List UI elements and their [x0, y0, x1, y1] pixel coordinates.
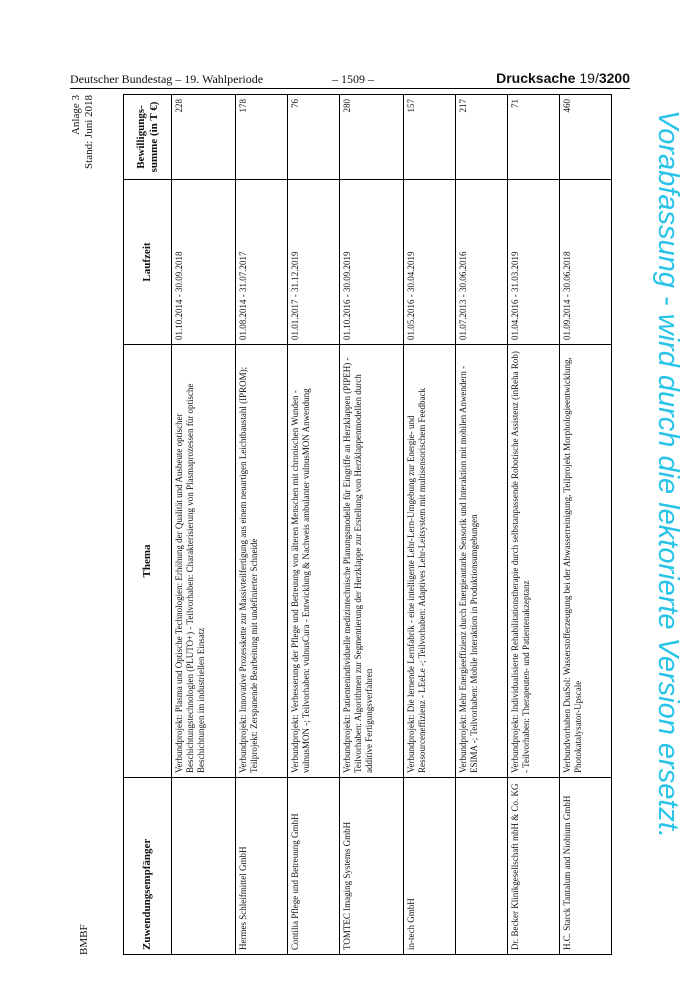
header-rule	[70, 88, 630, 89]
cell-topic: Verbundprojekt: Plasma und Optische Technologien: Erhöhung der Qualität und Ausbeute optischer Beschichtungstechnologien (PLUTO+) - Teilvorhaben: Charakterisierung von Plasmaprozessen für optische Beschichtungen im industriellen Einsatz	[172, 345, 236, 778]
page-header	[70, 70, 630, 88]
cell-amount: 228	[172, 95, 236, 180]
cell-recipient	[456, 778, 508, 955]
table-row	[508, 95, 560, 955]
header-publication: Deutscher Bundestag – 19. Wahlperiode	[70, 72, 264, 86]
annex-info	[70, 95, 96, 169]
col-header-topic: Thema	[124, 345, 172, 778]
cell-recipient: TOMTEC Imaging Systems GmbH	[340, 778, 404, 955]
cell-topic: Verbundvorhaben DuaSol: Wasserstofferzeugung bei der Abwasserreinigung, Teilprojekt Morphologieentwicklung, Photokatalysator-Upscale	[560, 345, 612, 778]
header-page-number: – 1509 –	[332, 72, 374, 86]
draft-watermark: Vorabfassung - wird durch die lektorierte Version ersetzt.	[652, 110, 684, 839]
cell-period: 01.09.2014 - 30.06.2018	[560, 180, 612, 345]
cell-amount: 76	[288, 95, 340, 180]
table-row	[340, 95, 404, 955]
cell-period: 01.10.2014 - 30.09.2018	[172, 180, 236, 345]
cell-recipient: Contilia Pflege und Betreuung GmbH	[288, 778, 340, 955]
table-row	[456, 95, 508, 955]
annex-title: Anlage 3	[70, 95, 82, 136]
cell-period: 01.05.2016 - 30.04.2019	[404, 180, 456, 345]
col-header-amount: Bewilligungs-summe (in T €)	[124, 95, 172, 180]
ministry-label: BMBF	[78, 924, 90, 955]
cell-period: 01.08.2014 - 31.07.2017	[236, 180, 288, 345]
table-row	[560, 95, 612, 955]
cell-recipient: Dr. Becker Klinikgesellschaft mbH & Co. KG	[508, 778, 560, 955]
header-drucksache	[496, 70, 630, 86]
cell-amount: 71	[508, 95, 560, 180]
cell-recipient: Hermes Schleifmittel GmbH	[236, 778, 288, 955]
cell-period: 01.01.2017 - 31.12.2019	[288, 180, 340, 345]
cell-recipient: in-tech GmbH	[404, 778, 456, 955]
cell-amount: 157	[404, 95, 456, 180]
table-row	[172, 95, 236, 955]
header-drucksache-label: Drucksache	[496, 70, 580, 86]
cell-recipient: H.C. Starck Tantalum and Niobium GmbH	[560, 778, 612, 955]
cell-period: 01.10.2016 - 30.09.2019	[340, 180, 404, 345]
cell-topic: Verbundprojekt: Innovative Prozesskette zur Massivteilfertigung aus einem neuartigen Leichtbaustahl (IPROM); Teilprojekt: Zerspanende Bearbeitung mit undefinierter Schneide	[236, 345, 288, 778]
cell-period: 01.07.2013 - 30.06.2016	[456, 180, 508, 345]
cell-amount: 460	[560, 95, 612, 180]
table-row	[236, 95, 288, 955]
table-row	[404, 95, 456, 955]
col-header-recipient: Zuwendungsempfänger	[124, 778, 172, 955]
table-header-row	[124, 95, 172, 955]
cell-recipient	[172, 778, 236, 955]
table-row	[288, 95, 340, 955]
col-header-period: Laufzeit	[124, 180, 172, 345]
header-drucksache-number-bold: 3200	[598, 70, 630, 86]
cell-topic: Verbundprojekt: Individualisierte Rehabilitationstherapie durch selbstanpassende Robotische Assistenz (inReha Rob) - Teilvorhaben: Therapeuten- und Patientenakzeptanz	[508, 345, 560, 778]
cell-topic: Verbundprojekt: Patientenindividuelle medizintechnische Planungsmodelle für Eingriffe an Herzklappen (PIPEH) - Teilvorhaben: Algorithmen zur Segmentierung der Herzklappe zur Erstellung von Herzklappenmodellen durch additive Fertigungsverfahren	[340, 345, 404, 778]
cell-period: 01.04.2016 - 31.03.2019	[508, 180, 560, 345]
cell-amount: 178	[236, 95, 288, 180]
annex-date: Stand: Juni 2018	[83, 95, 95, 169]
rotated-content	[70, 95, 630, 955]
funding-table	[123, 94, 612, 955]
header-drucksache-number: 19/	[579, 70, 599, 86]
cell-topic: Verbundprojekt: Mehr Energieeffizienz durch Energieautarke Sensorik und Interaktion mit mobilen Anwendern - ESIMA -; Teilvorhaben: Mobile Interaktion in Produktionsumgebungen	[456, 345, 508, 778]
cell-topic: Verbundprojekt: Die lernende Lernfabrik - eine intelligente Lehr-Lern-Umgebung zur Energie- und Ressourceneffizienz - LEeLe -; Teilvorhaben: Adaptives Lehr-Leitsystem mit multisensorischem Feedback	[404, 345, 456, 778]
cell-amount: 280	[340, 95, 404, 180]
cell-topic: Verbundprojekt: Verbesserung der Pflege und Betreuung von älteren Menschen mit chronischen Wunden - vulnusMON -; Teilvorhaben: vulnusCura - Entwicklung & Nachweis ambulanter vulnusMON Anwendung	[288, 345, 340, 778]
cell-amount: 217	[456, 95, 508, 180]
